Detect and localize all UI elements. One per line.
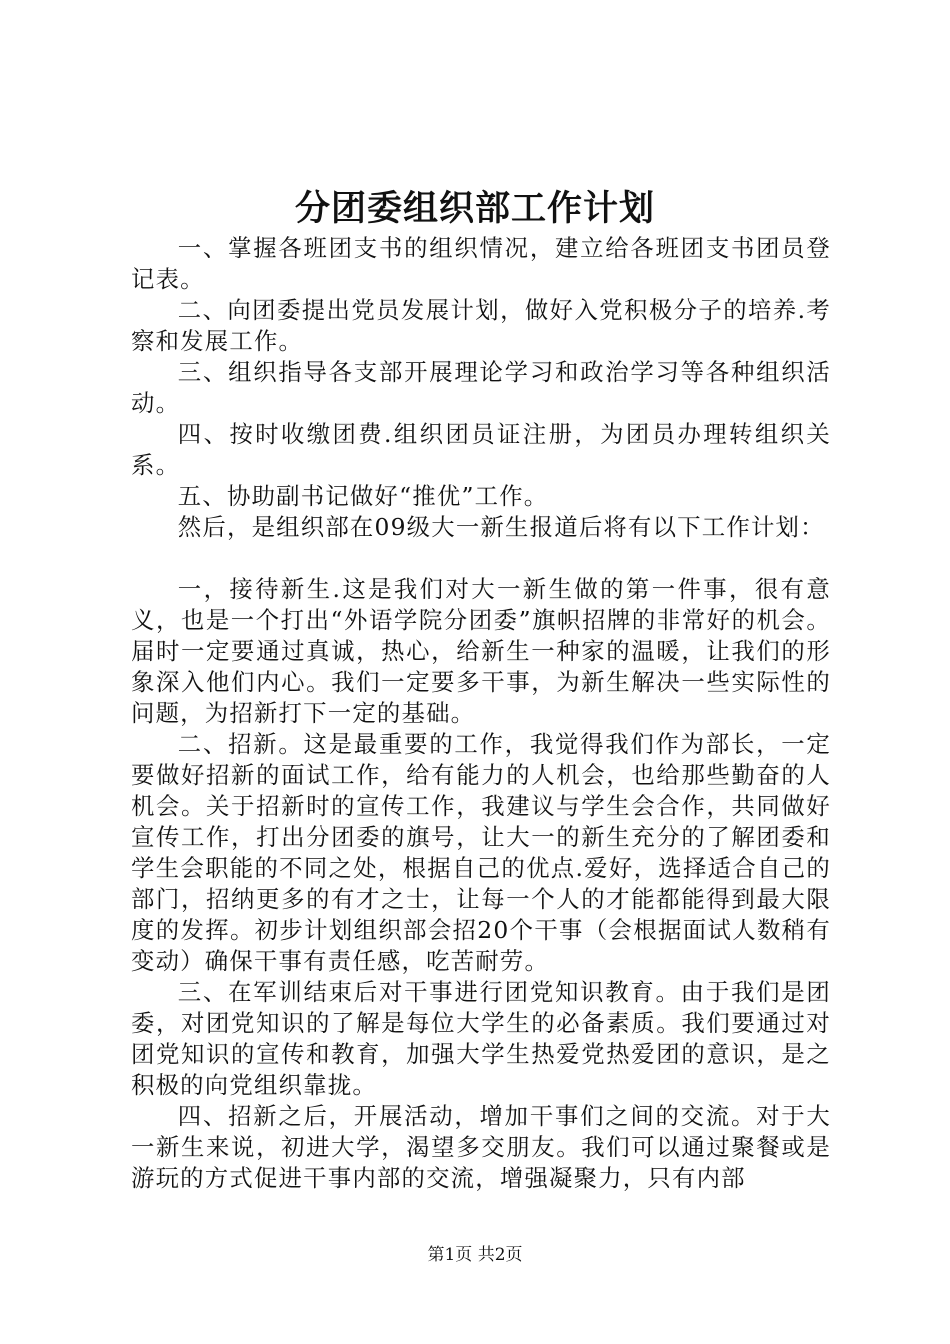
paragraph-1: 一、掌握各班团支书的组织情况，建立给各班团支书团员登记表。 [131,234,831,293]
page-footer: 第1页 共2页 [427,1245,523,1265]
paragraph-6: 然后，是组织部在09级大一新生报道后将有以下工作计划： [177,513,825,541]
paragraph-9: 三、在军训结束后对干事进行团党知识教育。由于我们是团委，对团党知识的了解是每位大学生的必备素质。我们要通过对团党知识的宣传和教育，加强大学生热爱党热爱团的意识，是之积极的向党组织靠拢。 [131,978,831,1099]
paragraph-2: 二、向团委提出党员发展计划，做好入党积极分子的培养.考察和发展工作。 [131,296,831,355]
paragraph-7: 一，接待新生.这是我们对大一新生做的第一件事，很有意义，也是一个打出“外语学院分团委”旗帜招牌的非常好的机会。届时一定要通过真诚，热心，给新生一种家的温暖，让我们的形象深入他们内心。我们一定要多干事，为新生解决一些实际性的问题，为招新打下一定的基础。 [131,575,831,727]
document-title: 分团委组织部工作计划 [294,188,655,229]
paragraph-5: 五、协助副书记做好“推优”工作。 [177,482,549,510]
paragraph-4: 四、按时收缴团费.组织团员证注册，为团员办理转组织关系。 [131,420,831,479]
paragraph-3: 三、组织指导各支部开展理论学习和政治学习等各种组织活动。 [131,358,831,417]
document-body [131,233,831,1194]
paragraph-10: 四、招新之后，开展活动，增加干事们之间的交流。对于大一新生来说，初进大学，渴望多交朋友。我们可以通过聚餐或是游玩的方式促进干事内部的交流，增强凝聚力，只有内部 [131,1102,831,1192]
paragraph-8: 二、招新。这是最重要的工作，我觉得我们作为部长，一定要做好招新的面试工作，给有能力的人机会，也给那些勤奋的人机会。关于招新时的宣传工作，我建议与学生会合作，共同做好宣传工作，打出分团委的旗号，让大一的新生充分的了解团委和学生会职能的不同之处，根据自己的优点.爱好，选择适合自己的部门，招纳更多的有才之士，让每一个人的才能都能得到最大限度的发挥。初步计划组织部会招20个干事（会根据面试人数稍有变动）确保干事有责任感，吃苦耐劳。 [131,730,831,975]
